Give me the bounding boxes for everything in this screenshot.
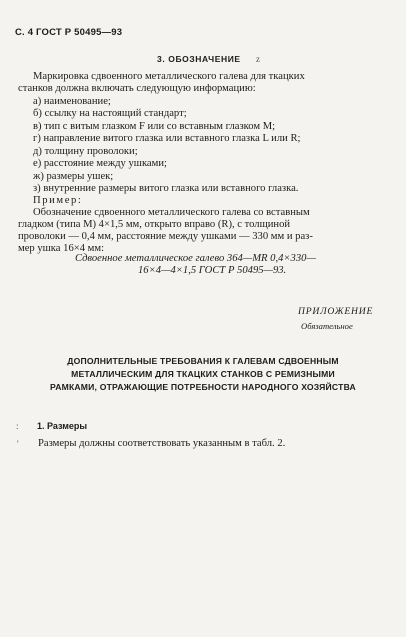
list-item-e: д) толщину проволоки; (33, 146, 138, 157)
list-item-a: а) наименование; (33, 96, 111, 107)
list-item-d: г) направление витого глазка или вставного глазка L или R; (33, 133, 301, 144)
designation-line-1: Сдвоенное металлическое галево 364—MR 0,4×330— (75, 253, 316, 264)
section-title: 3. ОБОЗНАЧЕНИЕ (157, 54, 241, 64)
clause-1-text: Размеры должны соответствовать указанным в табл. 2. (38, 438, 286, 449)
list-item-b: б) ссылку на настоящий стандарт; (33, 108, 187, 119)
margin-mark-left-2: ' (17, 439, 19, 449)
designation-line-2: 16×4—4×1,5 ГОСТ Р 50495—93. (138, 265, 287, 276)
list-item-c: в) тип с витым глазком F или со вставным глазком M; (33, 121, 276, 132)
clause-1-title: 1. Размеры (37, 421, 88, 431)
margin-mark-left: : (16, 421, 19, 431)
example-line-1: Обозначение сдвоенного металлического галева со вставным (33, 207, 310, 218)
example-line-4: мер ушка 16×4 мм: (18, 243, 105, 254)
annex-heading-line-3: РАМКАМИ, ОТРАЖАЮЩИЕ ПОТРЕБНОСТИ НАРОДНОГО ХОЗЯЙСТВА (50, 382, 356, 392)
list-item-g: ж) размеры ушек; (33, 171, 114, 182)
intro-line-2: станков должна включать следующую информацию: (18, 83, 256, 94)
list-item-h: з) внутренние размеры витого глазка или вставного глазка. (33, 183, 299, 194)
list-item-f: е) расстояние между ушками; (33, 158, 167, 169)
intro-line-1: Маркировка сдвоенного металлического галева для ткацких (33, 71, 305, 82)
annex-heading-line-1: ДОПОЛНИТЕЛЬНЫЕ ТРЕБОВАНИЯ К ГАЛЕВАМ СДВОЕННЫМ (67, 356, 339, 366)
margin-mark: z (256, 54, 260, 64)
example-line-2: гладком (типа M) 4×1,5 мм, открыто вправо (R), с толщиной (18, 219, 291, 230)
example-label: Пример: (33, 195, 83, 206)
appendix-title: ПРИЛОЖЕНИЕ (298, 306, 374, 317)
page-header: С. 4 ГОСТ Р 50495—93 (15, 27, 123, 38)
appendix-subtitle: Обязательное (301, 321, 353, 331)
example-line-3: проволоки — 0,4 мм, расстояние между ушками — 330 мм и раз- (18, 231, 313, 242)
annex-heading-line-2: МЕТАЛЛИЧЕСКИМ ДЛЯ ТКАЦКИХ СТАНКОВ С РЕМИЗНЫМИ (71, 369, 335, 379)
